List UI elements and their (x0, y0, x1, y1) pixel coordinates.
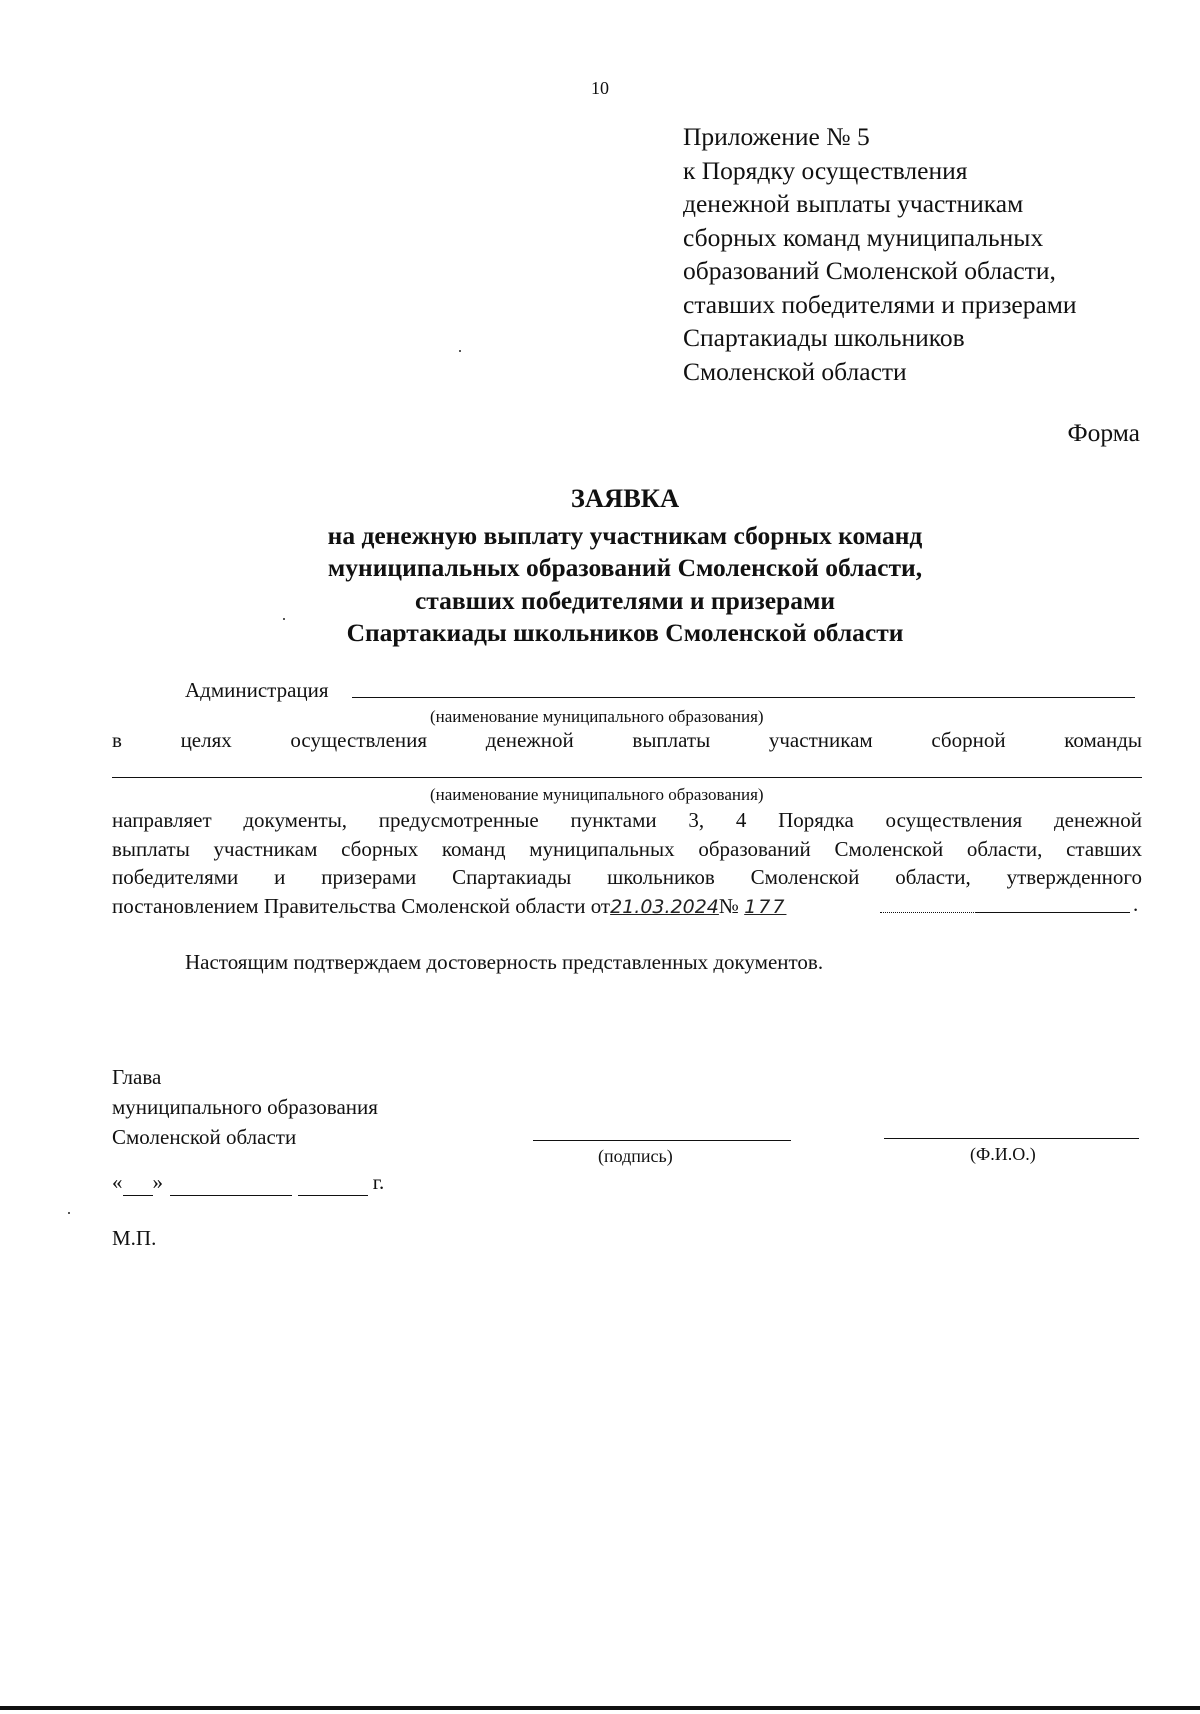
purpose-word: команды (1064, 728, 1142, 752)
signatory-line: муниципального образования (112, 1095, 378, 1119)
name-line (884, 1138, 1139, 1139)
administration-field-line (352, 697, 1135, 698)
title-heading: ЗАЯВКА (570, 483, 680, 513)
confirmation-text: Настоящим подтверждаем достоверность представленных документов. (185, 950, 824, 974)
purpose-word: выплаты (632, 728, 711, 752)
body-paragraph (112, 806, 1142, 921)
date-open-quote: « (112, 1170, 123, 1194)
day-blank (123, 1170, 153, 1196)
purpose-word: осуществления (290, 728, 428, 752)
name-caption: (Ф.И.О.) (970, 1144, 1036, 1164)
page-number: 10 (591, 78, 609, 98)
purpose-word: участникам (768, 728, 873, 752)
month-blank (170, 1170, 292, 1196)
appendix-line: к Порядку осуществления (683, 155, 968, 185)
scan-speck (459, 350, 461, 352)
administration-caption: (наименование муниципального образования) (430, 707, 764, 726)
body-line-prefix: постановлением Правительства Смоленской области от (112, 893, 611, 918)
body-line: победителями и призерами Спартакиады школьников Смоленской области, утвержденного (112, 865, 1142, 889)
title-line: муниципальных образований Смоленской области, (327, 553, 923, 582)
scan-bottom-edge (0, 1706, 1200, 1710)
administration-label: Администрация (185, 678, 329, 702)
title-line: на денежную выплату участникам сборных команд (327, 520, 923, 550)
year-suffix: г. (372, 1170, 385, 1194)
year-blank (298, 1170, 368, 1196)
appendix-line: образований Смоленской области, (683, 256, 1056, 285)
signatory-line: Смоленской области (112, 1125, 297, 1149)
purpose-word: сборной (931, 728, 1006, 752)
appendix-line: Смоленской области (683, 356, 907, 386)
handwritten-number: 177 (744, 895, 787, 918)
purpose-word: в (112, 728, 122, 752)
appendix-line: Приложение № 5 (683, 122, 870, 151)
form-label: Форма (1067, 418, 1140, 447)
date-line (112, 1170, 384, 1196)
document-title (0, 482, 1200, 650)
body-end-punct: . (1133, 892, 1139, 916)
body-line-last (112, 892, 1142, 922)
appendix-block (683, 120, 1163, 388)
title-line: Спартакиады школьников Смоленской области (346, 618, 904, 647)
decree-number-line-tail (975, 912, 1130, 913)
team-caption: (наименование муниципального образования) (430, 785, 764, 804)
signature-caption: (подпись) (598, 1146, 673, 1166)
purpose-word: денежной (485, 728, 574, 752)
purpose-row (112, 728, 1142, 753)
date-close-quote: » (152, 1170, 163, 1194)
body-line: направляет документы, предусмотренные пунктами 3, 4 Порядка осуществления денежной (112, 808, 1142, 832)
scan-speck (68, 1212, 70, 1214)
title-line: ставших победителями и призерами (414, 585, 836, 615)
appendix-line: денежной выплаты участникам (683, 189, 1024, 218)
purpose-word: целях (180, 728, 232, 752)
appendix-line: ставших победителями и призерами (683, 289, 1077, 319)
signatory-block (112, 1062, 378, 1152)
team-field-line (112, 777, 1142, 778)
handwritten-date: 21.03.2024 (610, 895, 719, 918)
stamp-place: М.П. (112, 1226, 157, 1250)
appendix-line: Спартакиады школьников (683, 323, 965, 352)
signature-line (533, 1140, 791, 1141)
number-sign: № (718, 893, 739, 918)
signatory-line: Глава (112, 1065, 162, 1089)
appendix-line: сборных команд муниципальных (683, 222, 1044, 252)
body-line: выплаты участникам сборных команд муниципальных образований Смоленской области, ставших (112, 836, 1142, 861)
